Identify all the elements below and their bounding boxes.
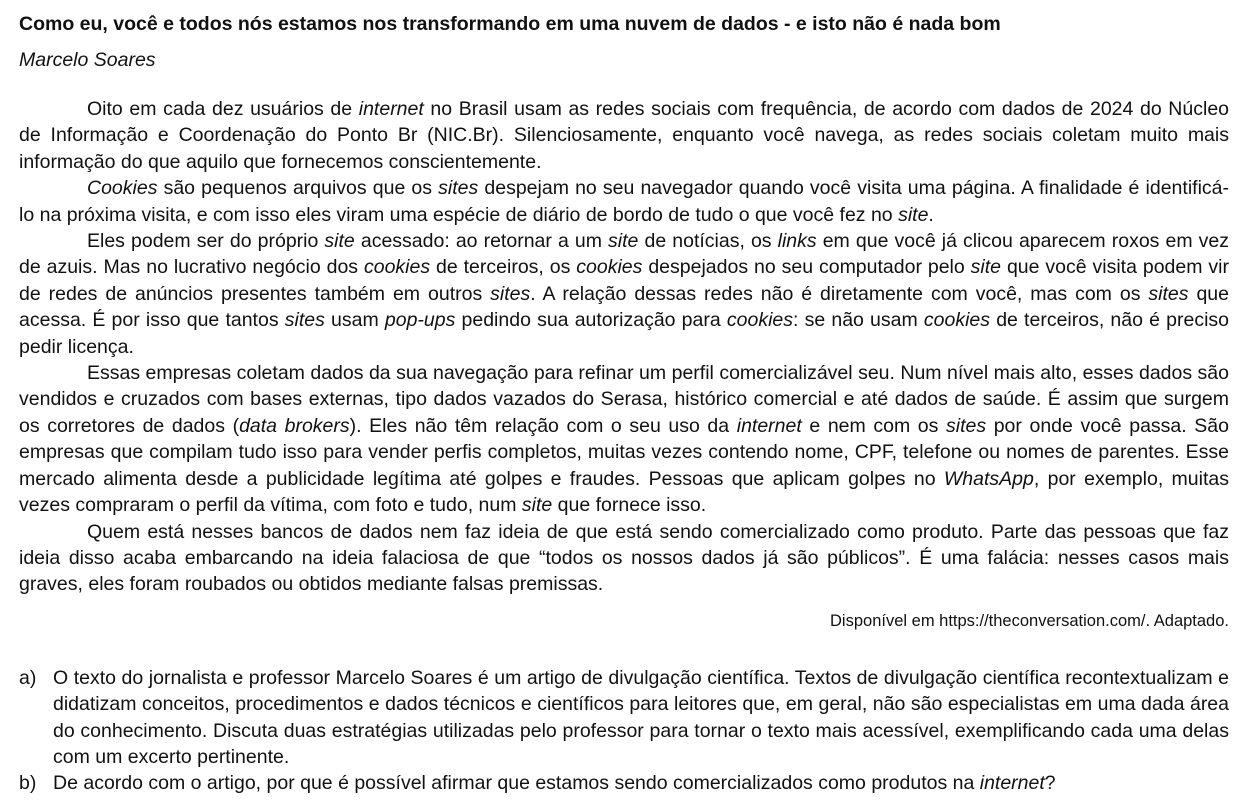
italic-term: cookies	[923, 309, 991, 332]
italic-term: internet	[979, 772, 1045, 795]
question-letter: a)	[19, 666, 37, 689]
question-item	[19, 665, 1229, 771]
question-item	[19, 770, 1229, 796]
article-title: Como eu, você e todos nós estamos nos transformando em uma nuvem de dados - e isto não é nada bom	[19, 13, 1001, 35]
article-paragraph: Eles podem ser do próprio site acessado: ao retornar a um site de notícias, os links em que você já clicou aparecem roxos em vez de azuis. Mas no lucrativo negócio dos cookies de terceiros, os cookies despejados no seu computador pelo site que você visita podem vir de redes de anúncios presentes também em outros sites. A relação dessas redes não é diretamente com você, mas com os sites que acessa. É por isso que tantos sites usam pop-ups pedindo sua autorização para cookies: se não usam cookies de terceiros, não é preciso pedir licença.	[19, 230, 1230, 358]
question-letter: b)	[19, 772, 37, 795]
italic-term: cookies	[576, 256, 643, 279]
italic-term: sites	[438, 177, 479, 200]
question-text: De acordo com o artigo, por que é possível afirmar que estamos sendo comercializados como produtos na internet?	[53, 772, 1056, 795]
italic-term: cookies	[363, 256, 431, 279]
article-paragraph: Quem está nesses bancos de dados nem faz ideia de que está sendo comercializado como produto. Parte das pessoas que faz ideia disso acaba embarcando na ideia falaciosa de que “todos os nossos dados já são públicos”. É uma falácia: nesses casos mais graves, eles foram roubados ou obtidos mediante falsas premissas.	[19, 520, 1229, 596]
italic-term: sites	[1148, 282, 1189, 305]
question-text: O texto do jornalista e professor Marcelo Soares é um artigo de divulgação científica. Textos de divulgação científica recontextualizam e didatizam conceitos, procedimentos e dados técnicos e científicos para leitores que, em geral, não são especialistas em uma dada área do conhecimento. Discuta duas estratégias utilizadas pelo professor para tornar o texto mais acessível, exemplificando cada uma delas com um excerto pertinente.	[53, 666, 1229, 768]
article-author: Marcelo Soares	[19, 49, 156, 71]
italic-term: cookies	[726, 309, 793, 332]
italic-term: sites	[284, 309, 325, 332]
source-citation: Disponível em https://theconversation.com/. Adaptado.	[830, 611, 1229, 630]
italic-term: data brokers	[239, 414, 350, 437]
article-paragraph: Oito em cada dez usuários de internet no Brasil usam as redes sociais com frequência, de acordo com dados de 2024 do Núcleo de Informação e Coordenação do Ponto Br (NIC.Br). Silenciosamente, enquanto você navega, as redes sociais coletam muito mais informação do que aquilo que fornecemos conscientemente.	[19, 98, 1230, 173]
italic-term: internet	[736, 414, 802, 437]
italic-term: site	[970, 256, 1002, 279]
italic-term: site	[608, 230, 639, 253]
italic-term: links	[777, 230, 817, 253]
italic-term: sites	[945, 414, 987, 437]
italic-term: site	[521, 494, 553, 517]
italic-term: Cookies	[87, 177, 158, 200]
article-body	[19, 96, 1229, 598]
article-paragraph: Cookies são pequenos arquivos que os sites despejam no seu navegador quando você visita uma página. A finalidade é identificá-lo na próxima visita, e com isso eles viram uma espécie de diário de bordo de tudo o que você fez no site.	[19, 177, 1229, 226]
italic-term: pop-ups	[384, 309, 456, 332]
italic-term: site	[324, 230, 355, 253]
italic-term: internet	[358, 98, 424, 120]
exam-page	[19, 10, 1229, 797]
question-list	[19, 665, 1229, 797]
italic-term: WhatsApp	[943, 467, 1034, 490]
italic-term: site	[898, 203, 929, 226]
article-paragraph: Essas empresas coletam dados da sua navegação para refinar um perfil comercializável seu. Num nível mais alto, esses dados são vendidos e cruzados com bases externas, tipo dados vazados do Serasa, histórico comercial e até dados de saúde. É assim que surgem os corretores de dados (data brokers). Eles não têm relação com o seu uso da internet e nem com os sites por onde você passa. São empresas que compilam tudo isso para vender perfis completos, muitas vezes contendo nome, CPF, telefone ou nomes de parentes. Esse mercado alimenta desde a publicidade legítima até golpes e fraudes. Pessoas que aplicam golpes no WhatsApp, por exemplo, muitas vezes compraram o perfil da vítima, com foto e tudo, num site que fornece isso.	[19, 362, 1229, 517]
italic-term: sites	[490, 282, 531, 305]
